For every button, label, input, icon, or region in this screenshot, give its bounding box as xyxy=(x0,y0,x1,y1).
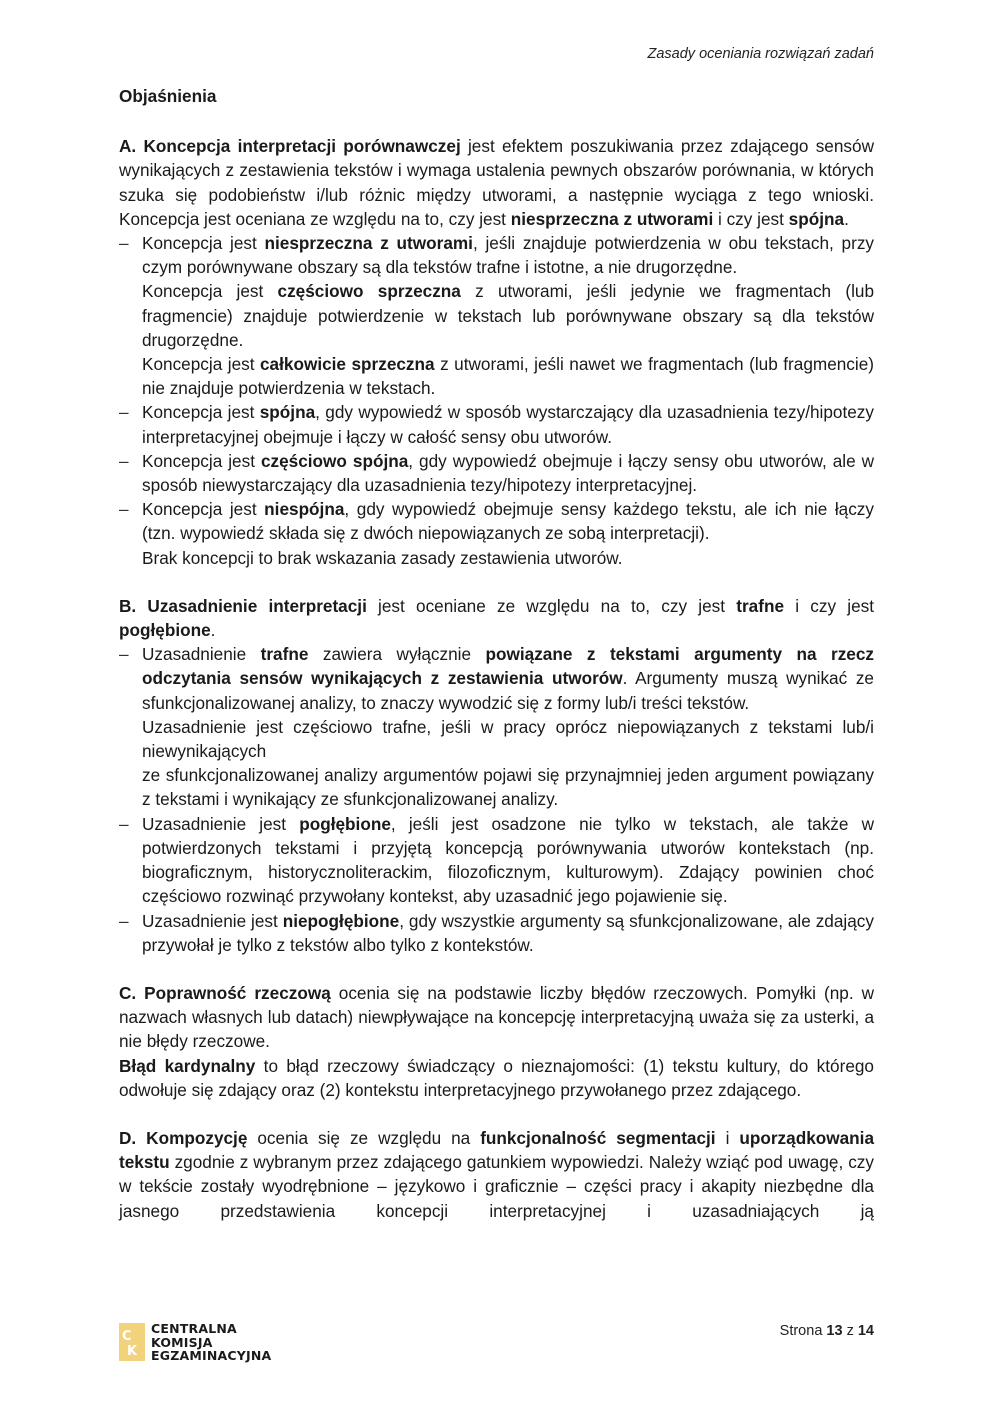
dash-bullet: – xyxy=(119,402,129,423)
list-item: – Koncepcja jest częściowo spójna, gdy wypowiedź obejmuje i łączy sensy obu utworów, ale w sposób niewystarczający dla uzasadnienia tezy/hipotezy interpretacyjnej. xyxy=(119,450,875,496)
section-c-paragraph: Błąd kardynalny to błąd rzeczowy świadczący o nieznajomości: (1) tekstu kultury, do którego odwołuje się zdający oraz (2) kontekstu interpretacyjnego przywołanego przez zdającego. xyxy=(119,1055,874,1100)
section-d xyxy=(119,1126,874,1223)
section-b xyxy=(119,594,874,957)
cke-logo-text: CENTRALNA KOMISJA EGZAMINACYJNA xyxy=(151,1321,272,1363)
dash-bullet: – xyxy=(119,644,129,665)
list-item-continuation: Uzasadnienie jest częściowo trafne, jeśli w pracy oprócz niepowiązanych z tekstami lub/i niewynikających xyxy=(142,716,874,762)
list-item-continuation: Brak koncepcji to brak wskazania zasady zestawienia utworów. xyxy=(142,547,623,568)
section-c xyxy=(119,981,874,1102)
cke-logo xyxy=(119,1322,279,1366)
list-item: – Koncepcja jest spójna, gdy wypowiedź w sposób wystarczający dla uzasadnienia tezy/hipotezy interpretacyjnej obejmuje i łączy w całość sensy obu utworów. xyxy=(119,402,874,447)
section-c-paragraph: C. Poprawność rzeczową ocenia się na podstawie liczby błędów rzeczowych. Pomyłki (np. w nazwach własnych lub datach) niewpływające na koncepcję interpretacyjną uważa się za usterki, a nie błędy rzeczowe. xyxy=(119,982,874,1052)
dash-bullet: – xyxy=(119,813,129,834)
list-item: – Koncepcja jest niesprzeczna z utworami, jeśli znajduje potwierdzenia w obu tekstach, przy czym porównywane obszary są dla tekstów trafne i istotne, a nie drugorzędne. xyxy=(119,233,875,278)
list-item: – Uzasadnienie jest pogłębione, jeśli jest osadzone nie tylko w tekstach, ale także w potwierdzonych tekstami i przyjętą koncepcją porównywania utworów kontekstach (np. biograficznym, historycznoliterackim, filozoficznym, kulturowym). Zdający powinien choć częściowo rozwinąć przywołany kontekst, aby uzasadnić jego pojawienie się. xyxy=(119,813,875,907)
section-b-intro: B. Uzasadnienie interpretacji jest oceniane ze względu na to, czy jest trafne i czy jest pogłębione. xyxy=(119,595,874,641)
list-item: – Uzasadnienie trafne zawiera wyłącznie powiązane z tekstami argumenty na rzecz odczytania sensów wynikających z zestawienia utworów. Argumenty muszą wynikać ze sfunkcjonalizowanej analizy, to znaczy wywodzić się z formy lub/i treści tekstów. xyxy=(119,644,874,713)
page-number: Strona 13 z 14 xyxy=(779,1323,874,1339)
dash-bullet: – xyxy=(119,499,129,520)
dash-bullet: – xyxy=(119,233,129,254)
svg-text:K: K xyxy=(127,1344,138,1359)
document-body xyxy=(119,84,874,1247)
section-a-intro: A. Koncepcja interpretacji porównawczej jest efektem poszukiwania przez zdającego sensów wynikających z zestawienia tekstów i wymaga ustalenia pewnych obszarów porównania, w których szuka się podobieństw i/lub różnic między utworami, a następnie wyciąga z tego wnioski. Koncepcja jest oceniana ze względu na to, czy jest niesprzeczna z utworami i czy jest spójna. xyxy=(119,136,874,229)
list-item-continuation: Koncepcja jest całkowicie sprzeczna z utworami, jeśli nawet we fragmentach (lub fragmencie) nie znajduje potwierdzenia w tekstach. xyxy=(142,354,875,399)
dash-bullet: – xyxy=(119,910,129,931)
section-a xyxy=(119,134,874,570)
section-d-paragraph: D. Kompozycję ocenia się ze względu na funkcjonalność segmentacji i uporządkowania tekstu zgodnie z wybranym przez zdającego gatunkiem wypowiedzi. Należy wziąć pod uwagę, czy w tekście zostały wyodrębnione – językowo i graficznie – części pracy i akapity niezbędne dla jasnego przedstawienia koncepcji interpretacyjnej i uzasadniających ją xyxy=(119,1127,875,1221)
list-item: – Koncepcja jest niespójna, gdy wypowiedź obejmuje sensy każdego tekstu, ale ich nie łączy (tzn. wypowiedź składa się z dwóch niepowiązanych ze sobą interpretacji). xyxy=(119,499,874,544)
list-item: – Uzasadnienie jest niepogłębione, gdy wszystkie argumenty są sfunkcjonalizowane, ale zdający przywołał je tylko z tekstów albo tylko z kontekstów. xyxy=(119,910,874,955)
svg-text:C: C xyxy=(122,1329,132,1344)
dash-bullet: – xyxy=(119,450,129,471)
page-header-title: Zasady oceniania rozwiązań zadań xyxy=(647,46,874,62)
section-heading: Objaśnienia xyxy=(119,86,217,106)
cke-logo-mark-icon xyxy=(119,1323,145,1361)
list-item-continuation: Koncepcja jest częściowo sprzeczna z utworami, jeśli jedynie we fragmentach (lub fragmencie) znajduje potwierdzenie w tekstach lub porównywane obszary są dla tekstów drugorzędne. xyxy=(142,281,875,350)
list-item-continuation: ze sfunkcjonalizowanej analizy argumentów pojawi się przynajmniej jeden argument powiązany z tekstami i wynikający ze sfunkcjonalizowanej analizy. xyxy=(142,765,874,810)
